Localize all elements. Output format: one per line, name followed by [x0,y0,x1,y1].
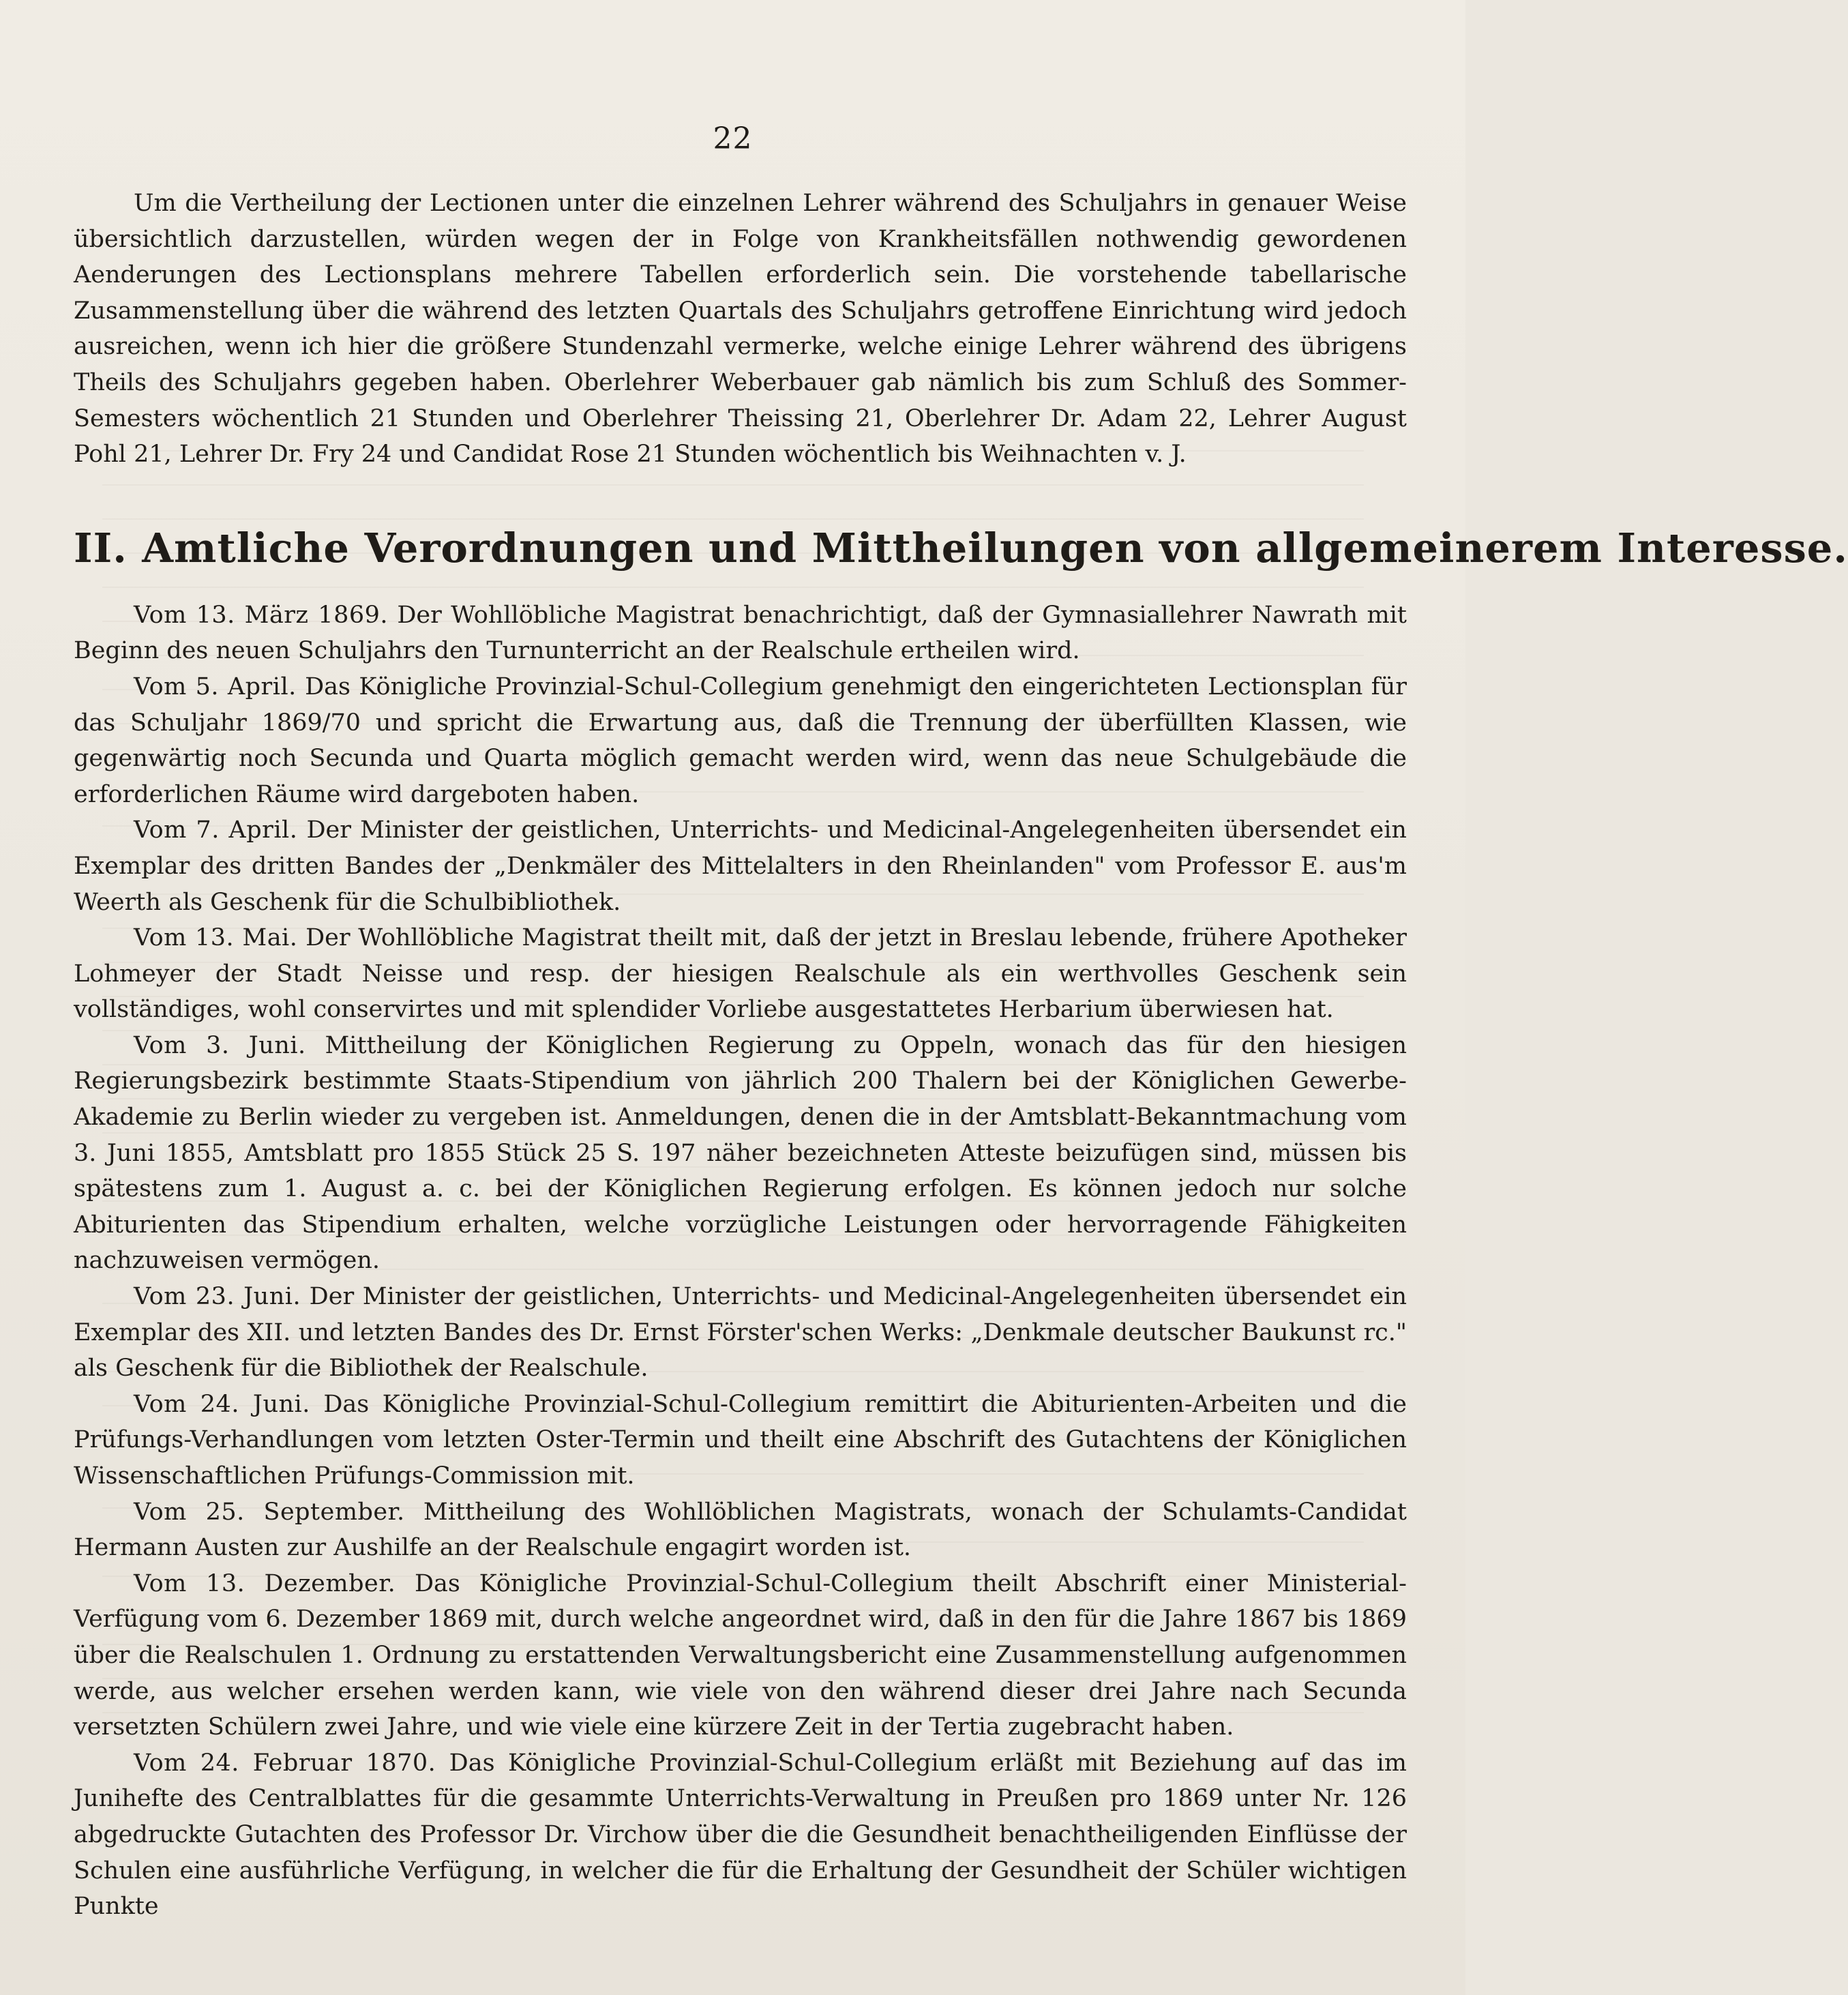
section-heading: II. Amtliche Verordnungen und Mittheilungen von allgemeinerem Interesse. [74,524,1848,572]
intro-paragraph: Um die Vertheilung der Lectionen unter die einzelnen Lehrer während des Schuljahrs in genauer Weise übersichtlich darzustellen, würden wegen der in Folge von Krankheitsfällen nothwendig gewordenen Aenderungen des Lectionsplans mehrere Tabellen erforderlich sein. Die vorstehende tabellarische Zusammenstellung über die während des letzten Quartals des Schuljahrs getroffene Einrichtung wird jedoch ausreichen, wenn ich hier die größere Stundenzahl vermerke, welche einige Lehrer während des übrigens Theils des Schuljahrs gegeben haben. Oberlehrer Weberbauer gab nämlich bis zum Schluß des Sommer-Semesters wöchentlich 21 Stunden und Oberlehrer Theissing 21, Oberlehrer Dr. Adam 22, Lehrer August Pohl 21, Lehrer Dr. Fry 24 und Candidat Rose 21 Stunden wöchentlich bis Weihnachten v. J. [74,190,1407,469]
entry-text: Der Wohllöbliche Magistrat theilt mit, daß der jetzt in Breslau lebende, frühere Apotheker Lohmeyer der Stadt Neisse und resp. der hiesigen Realschule als ein werthvolles Geschenk sein vollständiges, wohl conservirtes und mit splendider Vorliebe ausgestattetes Herbarium überwiesen hat. [74,924,1407,1024]
entry-text: Mittheilung des Wohllöblichen Magistrats, wonach der Schulamts-Candidat Hermann Austen zur Aushilfe an der Realschule engagirt worden ist. [74,1498,1407,1562]
entry-date: Vom 13. März 1869. [134,601,388,629]
entry-paragraph [74,920,1407,1028]
entry-paragraph [74,669,1407,812]
entry-date: Vom 13. Dezember. [134,1569,396,1597]
entry-paragraph [74,1566,1407,1745]
entry-date: Vom 25. September. [134,1498,405,1526]
entry-text: Das Königliche Provinzial-Schul-Collegium theilt Abschrift einer Ministerial-Verfügung vom 6. Dezember 1869 mit, durch welche angeordnet wird, daß in den für die Jahre 1867 bis 1869 über die Realschulen 1. Ordnung zu erstattenden Verwaltungsbericht eine Zusammenstellung aufgenommen werde, aus welcher ersehen werden kann, wie viele von den während dieser drei Jahre nach Secunda versetzten Schülern zwei Jahre, und wie viele eine kürzere Zeit in der Tertia zugebracht haben. [74,1569,1407,1741]
page-number: 22 [713,121,753,156]
entry-date: Vom 3. Juni. [134,1031,306,1059]
entry-date: Vom 24. Juni. [134,1390,310,1418]
entry-text: Das Königliche Provinzial-Schul-Collegium genehmigt den eingerichteten Lectionsplan für das Schuljahr 1869/70 und spricht die Erwartung aus, daß die Trennung der überfüllten Klassen, wie gegenwärtig noch Secunda und Quarta möglich gemacht werden wird, wenn das neue Schulgebäude die erforderlichen Räume wird dargeboten haben. [74,673,1407,808]
entry-text: Das Königliche Provinzial-Schul-Collegium erläßt mit Beziehung auf das im Junihefte des Centralblattes für die gesammte Unterrichts-Verwaltung in Preußen pro 1869 unter Nr. 126 abgedruckte Gutachten des Professor Dr. Virchow über die die Gesundheit benachtheiligenden Einflüsse der Schulen eine ausführliche Verfügung, in welcher die für die Erhaltung der Gesundheit der Schüler wichtigen Punkte [74,1749,1407,1921]
entry-paragraph [74,812,1407,920]
entry-paragraph [74,1745,1407,1925]
entry-text: Der Minister der geistlichen, Unterrichts- und Medicinal-Angelegenheiten übersendet ein Exemplar des dritten Bandes der „Denkmäler des Mittelalters in den Rheinlanden" vom Professor E. aus'm Weerth als Geschenk für die Schulbibliothek. [74,816,1407,916]
entry-date: Vom 5. April. [134,673,297,700]
entry-date: Vom 13. Mai. [134,924,298,952]
entry-text: Das Königliche Provinzial-Schul-Collegium remittirt die Abiturienten-Arbeiten und die Prüfungs-Verhandlungen vom letzten Oster-Termin und theilt eine Abschrift des Gutachtens der Königlichen Wissenschaftlichen Prüfungs-Commission mit. [74,1390,1407,1490]
entry-paragraph [74,1028,1407,1279]
entry-paragraph [74,1279,1407,1387]
entry-date: Vom 23. Juni. [134,1283,301,1311]
page-content [74,186,1848,1925]
entry-date: Vom 7. April. [134,816,298,844]
entry-text: Mittheilung der Königlichen Regierung zu Oppeln, wonach das für den hiesigen Regierungsbezirk bestimmte Staats-Stipendium von jährlich 200 Thalern bei der Königlichen Gewerbe-Akademie zu Berlin wieder zu vergeben ist. Anmeldungen, denen die in der Amtsblatt-Bekanntmachung vom 3. Juni 1855, Amtsblatt pro 1855 Stück 25 S. 197 näher bezeichneten Atteste beizufügen sind, müssen bis spätestens zum 1. August a. c. bei der Königlichen Regierung erfolgen. Es können jedoch nur solche Abiturienten das Stipendium erhalten, welche vorzügliche Leistungen oder hervorragende Fähigkeiten nachzuweisen vermögen. [74,1031,1407,1275]
entry-text: Der Wohllöbliche Magistrat benachrichtigt, daß der Gymnasiallehrer Nawrath mit Beginn des neuen Schuljahrs den Turnunterricht an der Realschule ertheilen wird. [74,601,1407,665]
entry-paragraph [74,1494,1407,1566]
entry-paragraph [74,1387,1407,1494]
entry-text: Der Minister der geistlichen, Unterrichts- und Medicinal-Angelegenheiten übersendet ein Exemplar des XII. und letzten Bandes des Dr. Ernst Förster'schen Werks: „Denkmale deutscher Baukunst rc." als Geschenk für die Bibliothek der Realschule. [74,1283,1407,1383]
entry-date: Vom 24. Februar 1870. [134,1749,436,1777]
entry-paragraph [74,597,1407,669]
